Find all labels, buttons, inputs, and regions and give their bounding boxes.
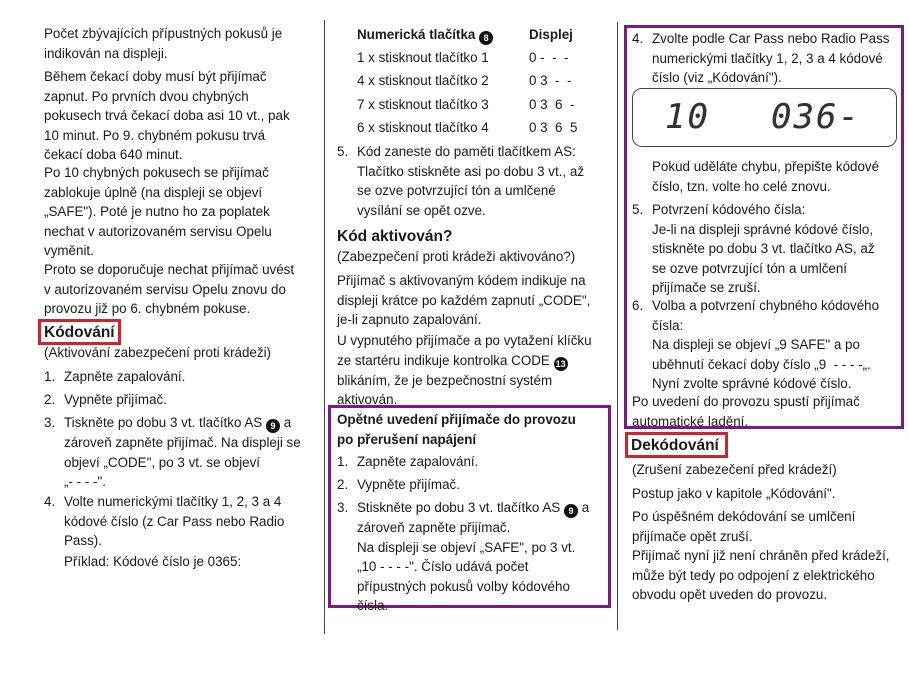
- text-line: 10 minut. Po 9. chybném pokusu trvá: [44, 127, 266, 143]
- step-text: [64, 492, 284, 551]
- paragraph-attempts: [44, 24, 282, 63]
- text-line: Pass).: [64, 533, 102, 548]
- lcd-code: 036-: [771, 97, 861, 137]
- text-line: Volba a potvrzení chybného kódového: [652, 298, 880, 313]
- text-line: blikáním, že je bezpečnostní systém: [337, 372, 553, 388]
- step-text: Zapněte zapalování.: [64, 369, 186, 384]
- text-line: stiskněte po dobu 3 vt. tlačítko AS, až: [652, 241, 875, 256]
- table-cell-action: 4 x stisknout tlačítko 2: [357, 73, 489, 88]
- text-line: může být tedy po odpojení z elektrického: [632, 567, 875, 583]
- step-text: [64, 413, 301, 492]
- step-number: 2.: [44, 392, 56, 407]
- text-line: „10 - - - -". Číslo udává počet: [357, 559, 529, 574]
- text-line: zároveň zapněte přijímač. Na displeji se: [64, 435, 301, 450]
- text-line: [64, 413, 301, 433]
- step-number: 5.: [632, 202, 644, 217]
- text-line: Přijímač nyní již není chráněn před krádeží,: [632, 548, 890, 563]
- text-line: „- - - -".: [64, 474, 106, 489]
- paragraph-blocked: [44, 163, 272, 261]
- text-line: se ozve potvrzující tón a umlčené: [357, 183, 556, 198]
- text-line: kódové číslo (z Car Pass nebo Radio: [64, 513, 285, 529]
- step-text: [652, 200, 875, 298]
- column-divider-right: [617, 22, 618, 630]
- text-line: „SAFE"). Poté je nutno ho za poplatek: [44, 204, 270, 219]
- header-label: Numerická tlačítka: [357, 27, 476, 42]
- text-line: je-li zapnuto zapalování.: [337, 312, 482, 327]
- paragraph-procedure: Postup jako v kapitole „Kódování".: [632, 486, 836, 501]
- text-span: ze startéru indikuje kontrolka CODE: [337, 352, 550, 368]
- button-9-badge-icon: 9: [564, 504, 578, 518]
- example-text: Příklad: Kódové číslo je 0365:: [64, 554, 242, 569]
- text-line: číslo (viz „Kódování").: [652, 70, 782, 85]
- text-line: po přerušení napájení: [337, 431, 477, 447]
- column-divider-left: [324, 20, 325, 634]
- text-line: [337, 351, 592, 371]
- text-line: čísla:: [652, 317, 684, 333]
- text-line: Během čekací doby musí být přijímač: [44, 69, 267, 84]
- text-line: Počet zbývajících přípustných pokusů je: [44, 26, 283, 41]
- text-line: Po uvedení do provozu spustí přijímač: [632, 394, 860, 409]
- text-line: [357, 498, 589, 518]
- text-line: Pokud uděláte chybu, přepište kódové: [652, 159, 880, 174]
- step-text: Zapněte zapalování.: [357, 454, 479, 469]
- text-line: objeví „CODE", po 3 vt. se objeví: [64, 454, 261, 470]
- text-line: v autorizovaném servisu Opelu znovu do: [44, 281, 286, 297]
- text-line: pokusech trvá čekací doba asi 10 vt., pak: [44, 108, 290, 123]
- step-number: 3.: [337, 500, 349, 515]
- text-line: přijímače opět zruší.: [632, 528, 753, 544]
- text-line: Na displeji se objeví „9 SAFE" a po: [652, 337, 860, 352]
- text-line: Volte numerickými tlačítky 1, 2, 3 a 4: [64, 494, 282, 509]
- text-span: Stiskněte po dobu 3 vt. tlačítko AS: [357, 500, 561, 515]
- button-9-badge-icon: 9: [266, 419, 280, 433]
- box-title: [337, 410, 576, 449]
- step-number: 6.: [632, 298, 644, 313]
- text-line: obvodu opět uveden do provozu.: [632, 587, 828, 602]
- text-line: čekací doba 640 minut.: [44, 147, 183, 162]
- text-line: Potvrzení kódového čísla:: [652, 202, 806, 217]
- text-line: Kód zaneste do paměti tlačítkem AS:: [357, 144, 576, 159]
- step-text: [357, 498, 589, 616]
- text-line: zároveň zapněte přijímač.: [357, 520, 511, 535]
- text-line: Po úspěšném dekódování se umlčení: [632, 509, 856, 524]
- step-text: [357, 142, 584, 220]
- code-led-13-badge-icon: 13: [555, 358, 566, 369]
- text-line: numerickými tlačítky 1, 2, 3 a 4 kódové: [652, 50, 883, 66]
- step-text: Vypněte přijímač.: [357, 477, 460, 492]
- table-cell-display: 0 3 - -: [529, 73, 572, 88]
- heading-kod-aktivovan: Kód aktivován?: [337, 228, 453, 245]
- text-line: číslo, tzn. volte ho celé znovu.: [652, 178, 831, 194]
- table-header-buttons: [357, 25, 493, 45]
- step-number: 4.: [44, 494, 56, 509]
- paragraph-recommendation: [44, 260, 294, 319]
- text-line: Přijímač s aktivovaným kódem indikuje na: [337, 273, 586, 288]
- text-line: Na displeji se objeví „SAFE", po 3 vt.: [357, 539, 576, 555]
- table-cell-display: 0 3 6 -: [529, 97, 575, 112]
- text-line: přípustných pokusů volby kódového: [357, 578, 570, 594]
- step-number: 3.: [44, 415, 56, 430]
- text-line: přijímače se zruší.: [652, 280, 761, 295]
- text-line: automatické ladění.: [632, 413, 749, 429]
- step-text: [652, 296, 879, 394]
- text-line: zablokuje úplně (na displeji se objeví: [44, 184, 263, 200]
- step-number: 1.: [337, 454, 349, 469]
- text-line: displeji krátce po každém zapnutí „CODE",: [337, 292, 591, 308]
- text-line: zapnut. Po prvních dvou chybných: [44, 88, 249, 104]
- text-line: vysílání se opět ozve.: [357, 202, 486, 218]
- text-line: uběhnutí čekací doby číslo „9 - - - -„.: [652, 356, 871, 372]
- table-cell-action: 6 x stisknout tlačítko 4: [357, 120, 489, 135]
- table-cell-display: 0 3 6 5: [529, 120, 578, 135]
- button-8-badge-icon: 8: [479, 31, 493, 45]
- text-line: provozu již po 6. chybném pokuse.: [44, 301, 251, 316]
- text-line: Je-li na displeji správné kódové číslo,: [652, 221, 874, 237]
- text-line: Po 10 chybných pokusech se přijímač: [44, 165, 269, 180]
- paragraph-code-indication: [337, 271, 590, 330]
- paragraph-code-led: [337, 331, 592, 410]
- table-cell-action: 1 x stisknout tlačítko 1: [357, 50, 489, 65]
- step-number: 2.: [337, 477, 349, 492]
- paragraph-auto-tuning: [632, 392, 860, 431]
- table-cell-action: 7 x stisknout tlačítko 3: [357, 97, 489, 112]
- text-span: a: [581, 500, 590, 515]
- table-cell-display: 0 - - -: [529, 50, 569, 65]
- text-span: a: [283, 415, 292, 430]
- text-line: vyměnit.: [44, 243, 94, 258]
- subheading-dekodovani: (Zrušení zabezečení před krádeží): [632, 462, 837, 477]
- subheading-kod-aktivovan: (Zabezpečení proti krádeži aktivováno?): [337, 249, 576, 264]
- paragraph-decoded: [632, 507, 890, 605]
- text-line: Tlačítko stiskněte asi po dobu 3 vt., až: [357, 163, 585, 179]
- lcd-display: [632, 88, 897, 147]
- step-number: 4.: [632, 31, 644, 46]
- text-line: Zvolte podle Car Pass nebo Radio Pass: [652, 31, 890, 46]
- text-line: aktivován.: [337, 392, 398, 407]
- heading-kodovani: Kódování: [38, 319, 121, 345]
- text-line: Nyní zvolte správné kódové číslo.: [652, 376, 852, 391]
- text-line: indikován na displeji.: [44, 45, 168, 61]
- text-line: se ozve potvrzující tón a umlčení: [652, 260, 848, 276]
- paragraph-waiting: [44, 67, 290, 165]
- text-line: Opětné uvedení přijímače do provozu: [337, 412, 576, 427]
- step-text: Vypněte přijímač.: [64, 392, 167, 407]
- paragraph-mistake: [652, 157, 879, 196]
- subheading-kodovani: (Aktivování zabezpečení proti krádeži): [44, 345, 272, 360]
- text-span: Tiskněte po dobu 3 vt. tlačítko AS: [64, 415, 263, 430]
- step-number: 1.: [44, 369, 56, 384]
- table-header-display: Displej: [529, 27, 573, 42]
- text-line: Proto se doporučuje nechat přijímač uvést: [44, 262, 295, 277]
- heading-dekodovani: Dekódování: [625, 432, 728, 458]
- text-line: čísla.: [357, 598, 389, 613]
- step-text: [652, 29, 889, 88]
- text-line: U vypnutého přijímače a po vytažení klíčku: [337, 333, 592, 348]
- text-line: nechat v autorizovaném servisu Opelu: [44, 223, 272, 239]
- lcd-attempts: 10: [665, 97, 710, 137]
- step-number: 5.: [337, 144, 349, 159]
